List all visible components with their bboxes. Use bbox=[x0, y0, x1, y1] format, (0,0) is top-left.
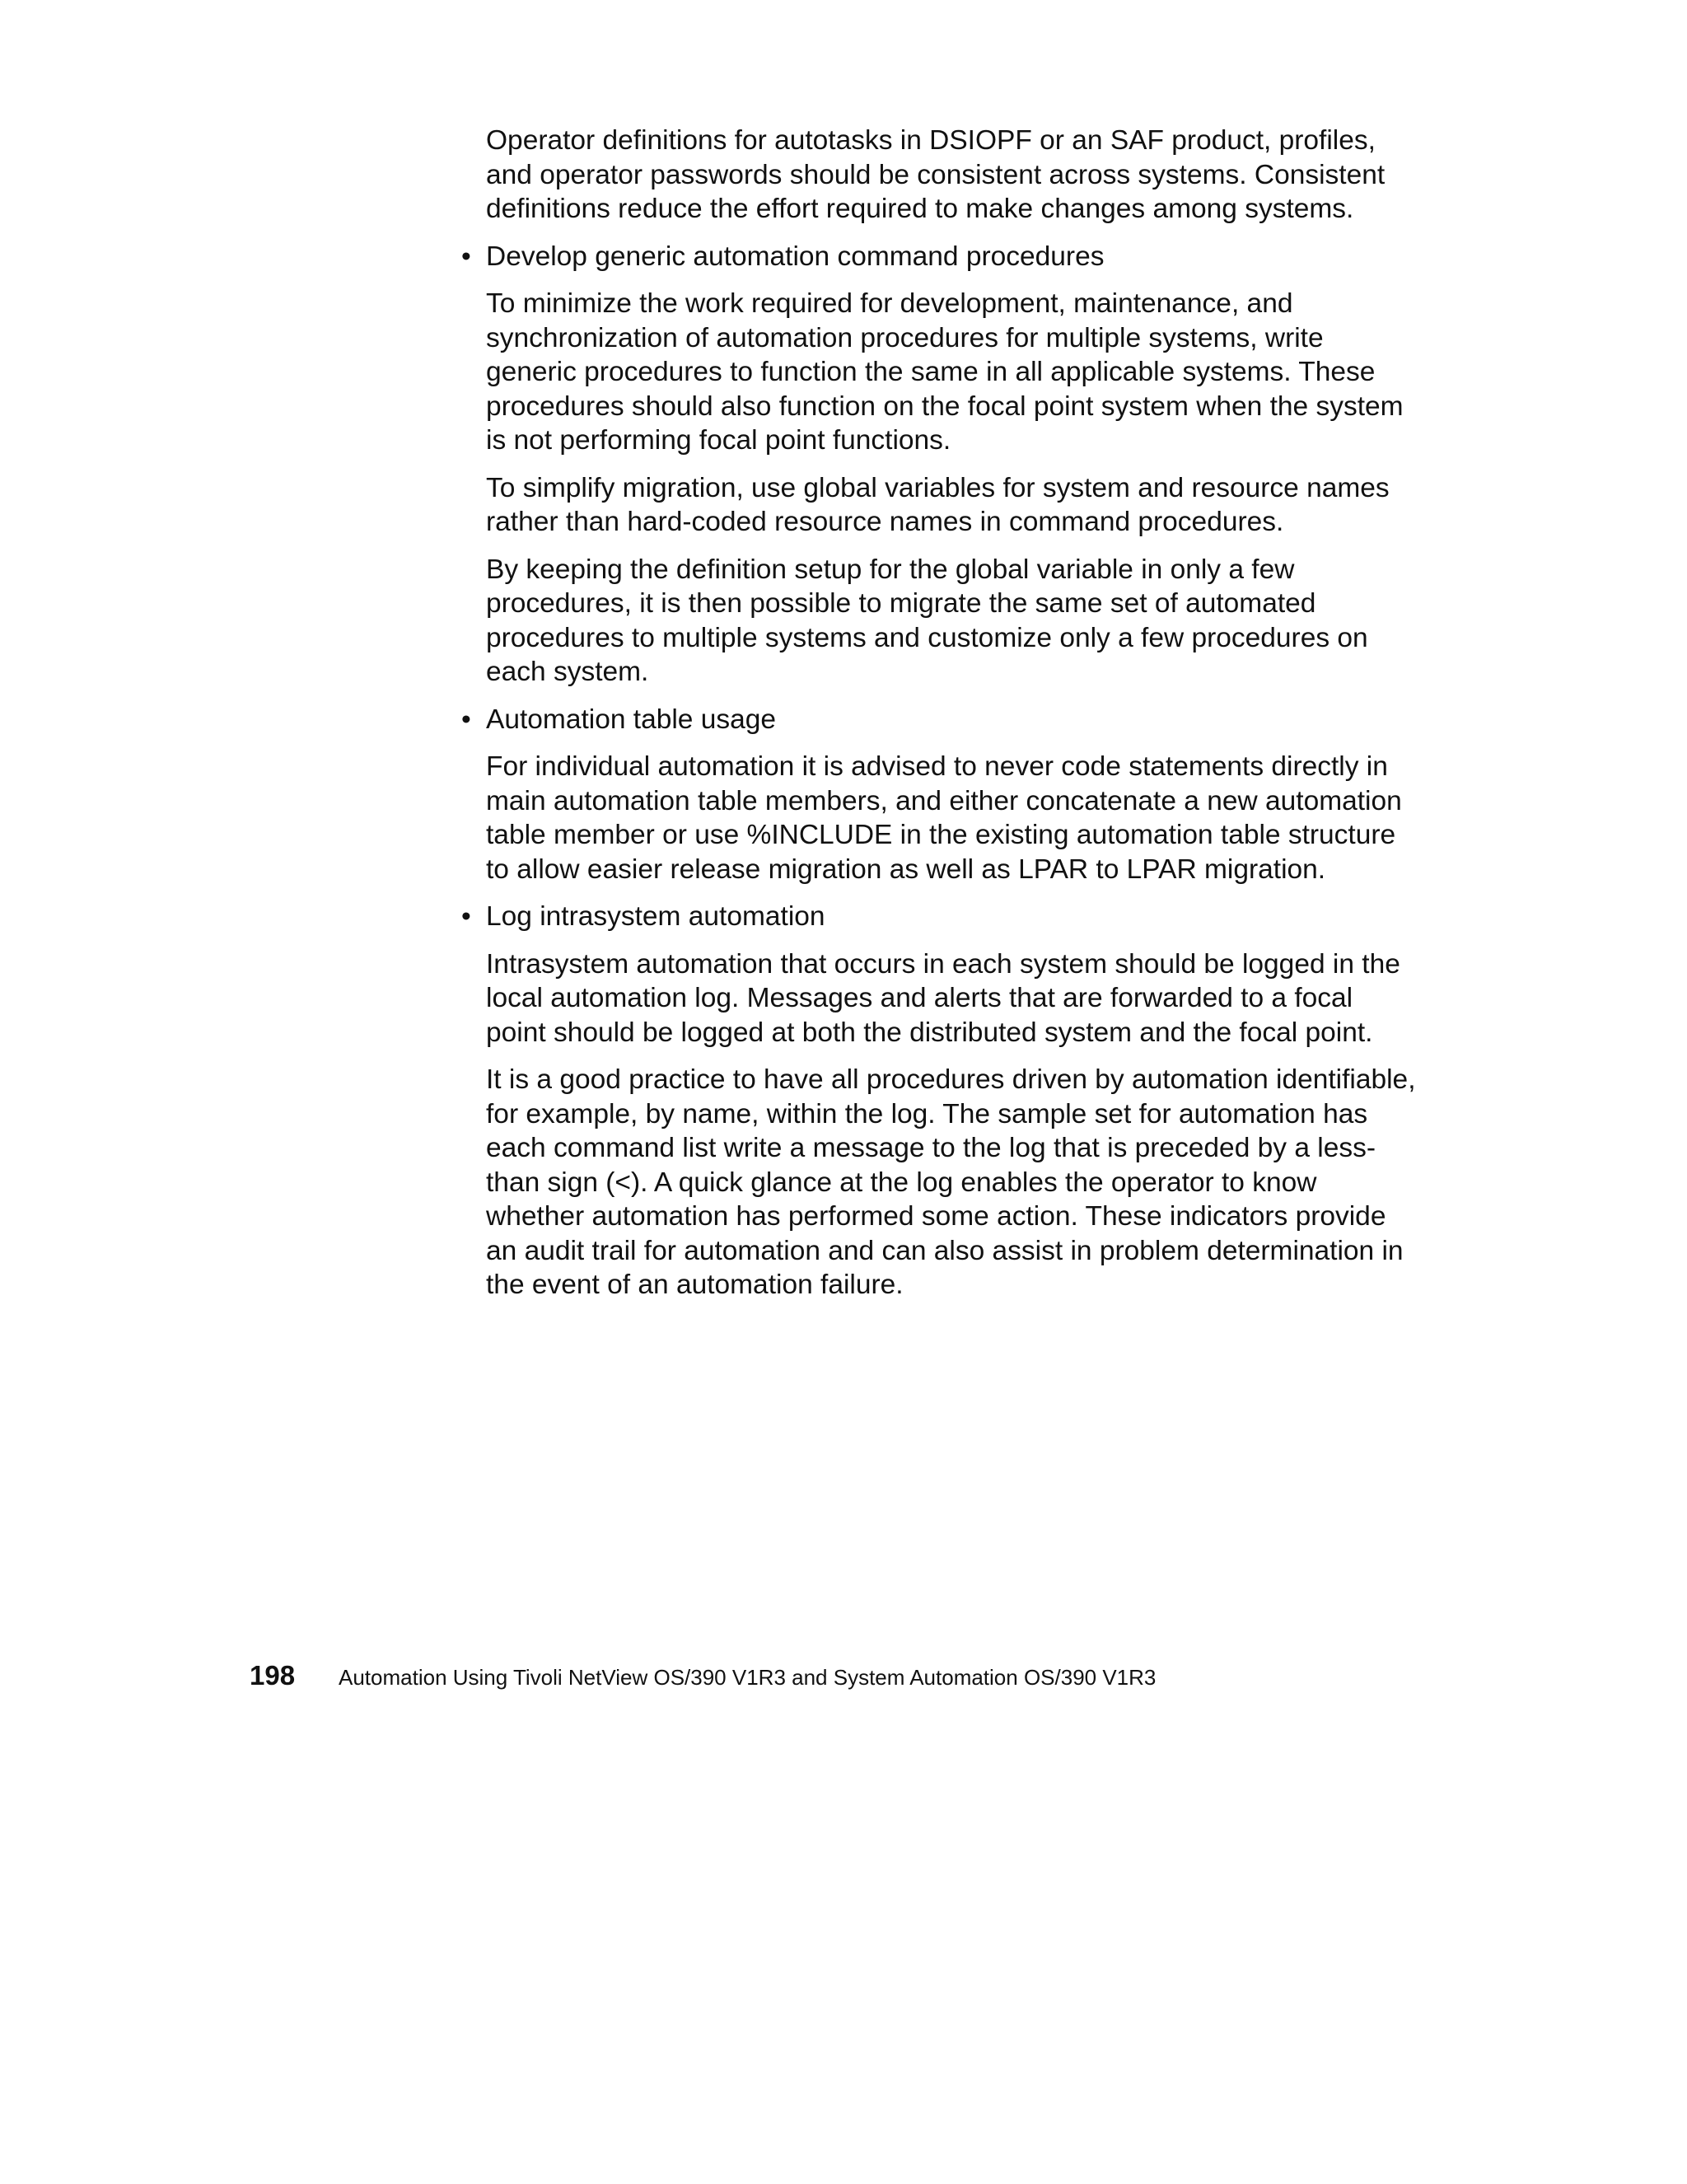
bullet-heading: Log intrasystem automation bbox=[486, 901, 825, 932]
page-footer bbox=[250, 1660, 1156, 1701]
body-paragraph: It is a good practice to have all procedures driven by automation identifiable, for example, by name, within the log. The sample set for automation has each command list write a message to the log that is preceded by a less-than sign (<). A quick glance at the log enables the operator to know whether automation has performed some action. These indicators provide an audit trail for automation and can also assist in problem determination in the event of an automation failure. bbox=[486, 1064, 1416, 1300]
bullet-heading: Develop generic automation command procedures bbox=[486, 241, 1105, 272]
body-paragraph: To minimize the work required for development, maintenance, and synchronization of automation procedures for multiple systems, write generic procedures to function the same in all applicable systems. These procedures should also function on the focal point system when the system is not performing focal point functions. bbox=[486, 288, 1404, 456]
bullet-item-generic-procedures bbox=[461, 240, 1417, 274]
body-paragraph: To simplify migration, use global variables for system and resource names rather than hard-coded resource names in command procedures. bbox=[486, 472, 1390, 537]
body-paragraph: By keeping the definition setup for the global variable in only a few procedures, it is then possible to migrate the same set of automated procedures to multiple systems and customize only a few procedures on each system. bbox=[486, 554, 1368, 687]
bullet-icon: • bbox=[461, 241, 471, 272]
bullet-item-log-intrasystem bbox=[461, 900, 1417, 934]
book-title: Automation Using Tivoli NetView OS/390 V1R3 and System Automation OS/390 V1R3 bbox=[339, 1665, 1157, 1690]
page-body bbox=[461, 124, 1417, 1316]
intro-paragraph: Operator definitions for autotasks in DSIOPF or an SAF product, profiles, and operator passwords should be consistent across systems. Consistent definitions reduce the effort required to make changes among systems. bbox=[486, 125, 1386, 224]
page-number: 198 bbox=[250, 1660, 296, 1691]
bullet-item-automation-table bbox=[461, 703, 1417, 737]
bullet-icon: • bbox=[461, 704, 471, 735]
bullet-heading: Automation table usage bbox=[486, 704, 776, 735]
body-paragraph: For individual automation it is advised to never code statements directly in main automation table members, and either concatenate a new automation table member or use %INCLUDE in the existing automation table structure to allow easier release migration as well as LPAR to LPAR migration. bbox=[486, 751, 1402, 885]
bullet-icon: • bbox=[461, 901, 471, 932]
body-paragraph: Intrasystem automation that occurs in each system should be logged in the local automation log. Messages and alerts that are forwarded to a focal point should be logged at both the distributed system and the focal point. bbox=[486, 948, 1400, 1048]
